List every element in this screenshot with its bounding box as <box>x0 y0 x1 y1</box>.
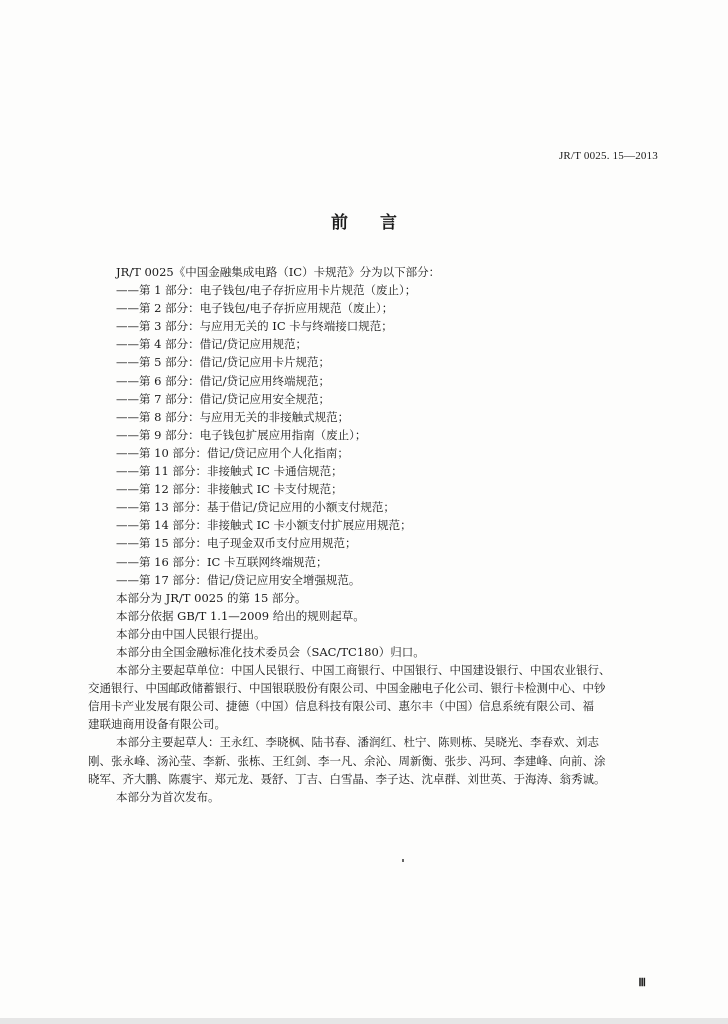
foreword-body <box>88 263 664 806</box>
page-number: Ⅲ <box>638 977 646 989</box>
drafters-line: 晓军、齐大鹏、陈震宇、郑元龙、聂舒、丁吉、白雪晶、李子达、沈卓群、刘世英、于海涛、翁秀诚。 <box>88 771 606 786</box>
part-list-item: ——第 15 部分：电子现金双币支付应用规范； <box>116 536 357 551</box>
part-list-item: ——第 14 部分：非接触式 IC 卡小额支付扩展应用规范； <box>116 518 412 533</box>
release-statement: 本部分为首次发布。 <box>116 789 220 804</box>
drafting-rules-statement: 本部分依据 GB/T 1.1—2009 给出的规则起草。 <box>116 608 365 623</box>
part-of-statement: 本部分为 JR/T 0025 的第 15 部分。 <box>116 590 307 605</box>
part-list-item: ——第 9 部分：电子钱包扩展应用指南（废止）； <box>116 427 367 442</box>
part-list-item: ——第 7 部分：借记/贷记应用安全规范； <box>116 391 331 406</box>
part-list-item: ——第 2 部分：电子钱包/电子存折应用规范（废止）； <box>116 301 394 316</box>
proposed-by-statement: 本部分由中国人民银行提出。 <box>116 626 266 641</box>
document-code: JR/T 0025. 15—2013 <box>558 150 658 162</box>
part-list-item: ——第 6 部分：借记/贷记应用终端规范； <box>116 373 331 388</box>
drafting-units-line: 交通银行、中国邮政储蓄银行、中国银联股份有限公司、中国金融电子化公司、银行卡检测中心、中钞 <box>88 681 606 696</box>
drafters-line: 本部分主要起草人：王永红、李晓枫、陆书春、潘润红、杜宁、陈则栋、吴晓光、李春欢、刘志 <box>116 735 599 750</box>
part-list-item: ——第 5 部分：借记/贷记应用卡片规范； <box>116 355 331 370</box>
page-title: 前言 <box>331 213 429 233</box>
part-list-item: ——第 17 部分：借记/贷记应用安全增强规范。 <box>116 572 361 587</box>
drafters-line: 刚、张永峰、汤沁莹、李新、张栋、王红剑、李一凡、余沁、周新衡、张步、冯珂、李建峰、向前、涂 <box>88 753 606 768</box>
part-list-item: ——第 4 部分：借记/贷记应用规范； <box>116 337 308 352</box>
part-list-item: ——第 8 部分：与应用无关的非接触式规范； <box>116 409 350 424</box>
part-list-item: ——第 3 部分：与应用无关的 IC 卡与终端接口规范； <box>116 319 393 334</box>
drafting-units-line: 建联迪商用设备有限公司。 <box>88 717 226 732</box>
drafting-units-line: 信用卡产业发展有限公司、捷德（中国）信息科技有限公司、惠尔丰（中国）信息系统有限公司、福 <box>88 699 594 714</box>
drafting-units-line: 本部分主要起草单位：中国人民银行、中国工商银行、中国银行、中国建设银行、中国农业银行、 <box>116 663 611 678</box>
part-list-item: ——第 16 部分：IC 卡互联网终端规范； <box>116 554 328 569</box>
part-list-item: ——第 13 部分：基于借记/贷记应用的小额支付规范； <box>116 500 395 515</box>
scan-edge <box>0 1018 728 1024</box>
scan-speck <box>402 859 404 862</box>
intro-line: JR/T 0025《中国金融集成电路（IC）卡规范》分为以下部分： <box>116 265 441 279</box>
part-list-item: ——第 11 部分：非接触式 IC 卡通信规范； <box>116 464 343 479</box>
part-list-item: ——第 10 部分：借记/贷记应用个人化指南； <box>116 445 349 460</box>
part-list-item: ——第 12 部分：非接触式 IC 卡支付规范； <box>116 482 343 497</box>
managed-by-statement: 本部分由全国金融标准化技术委员会（SAC/TC180）归口。 <box>116 644 425 659</box>
part-list-item: ——第 1 部分：电子钱包/电子存折应用卡片规范（废止）； <box>116 283 417 298</box>
